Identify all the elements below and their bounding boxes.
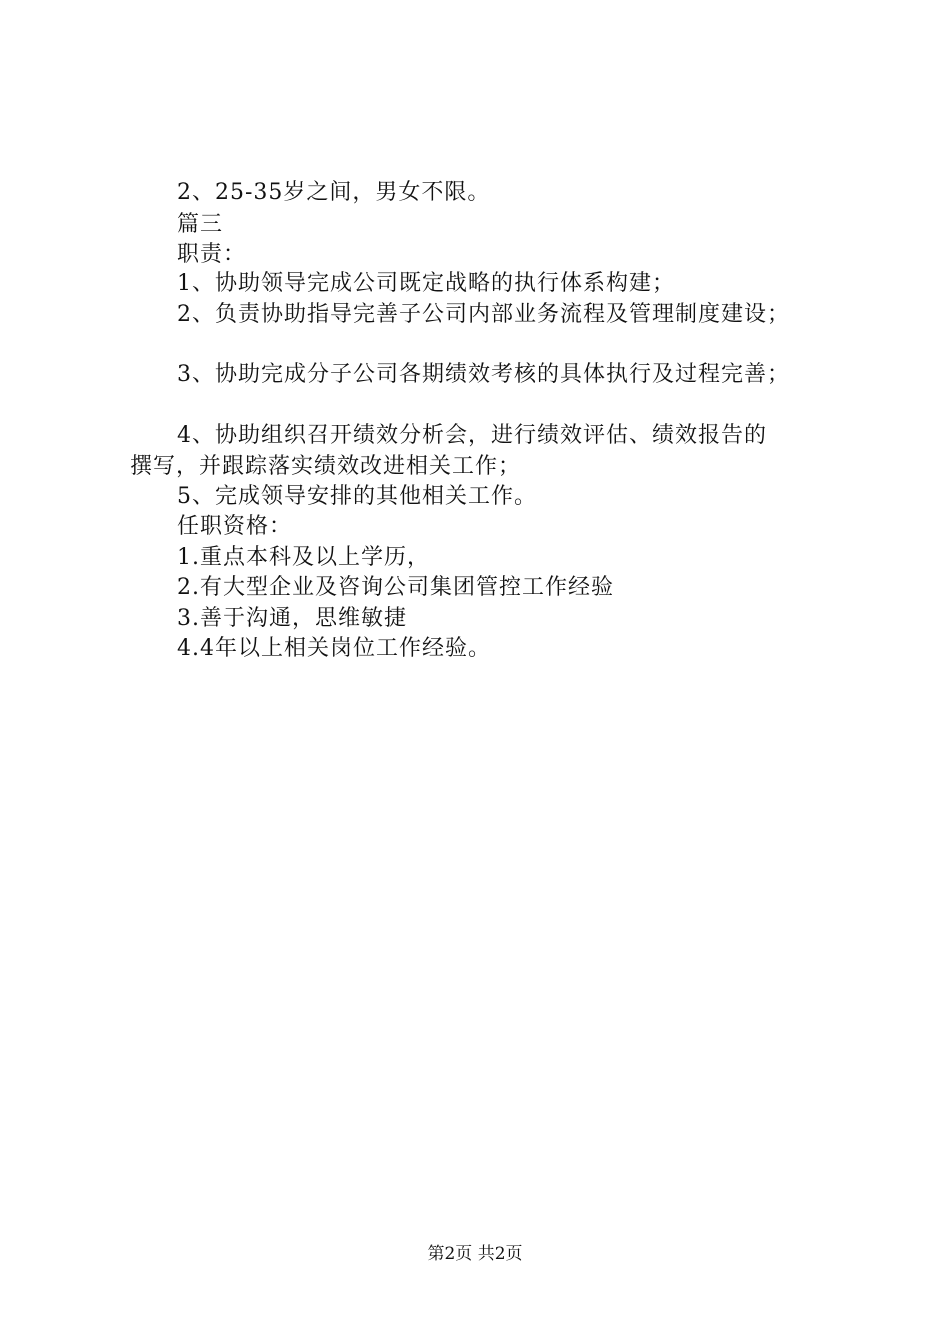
page-footer: 第2页 共2页 (427, 1244, 523, 1264)
qualification-item: 1.重点本科及以上学历， (177, 545, 430, 570)
duty-item: 1、协助领导完成公司既定战略的执行体系构建； (177, 271, 675, 296)
duty-item: 4、协助组织召开绩效分析会，进行绩效评估、绩效报告的 (177, 423, 767, 448)
qualification-item: 3.善于沟通，思维敏捷 (177, 606, 407, 631)
text-line: 2、25-35岁之间，男女不限。 (177, 180, 491, 205)
qualification-item: 2.有大型企业及咨询公司集团管控工作经验 (177, 575, 614, 600)
duty-item: 5、完成领导安排的其他相关工作。 (177, 484, 537, 509)
section-heading: 篇三 (177, 212, 224, 237)
duty-item: 2、负责协助指导完善子公司内部业务流程及管理制度建设； (177, 302, 790, 327)
duty-item-continuation: 撰写，并跟踪落实绩效改进相关工作； (130, 454, 522, 479)
section-label-duties: 职责： (177, 242, 247, 267)
section-label-qualifications: 任职资格： (177, 514, 293, 539)
duty-item: 3、协助完成分子公司各期绩效考核的具体执行及过程完善； (177, 362, 790, 387)
qualification-item: 4.4年以上相关岗位工作经验。 (177, 636, 491, 661)
